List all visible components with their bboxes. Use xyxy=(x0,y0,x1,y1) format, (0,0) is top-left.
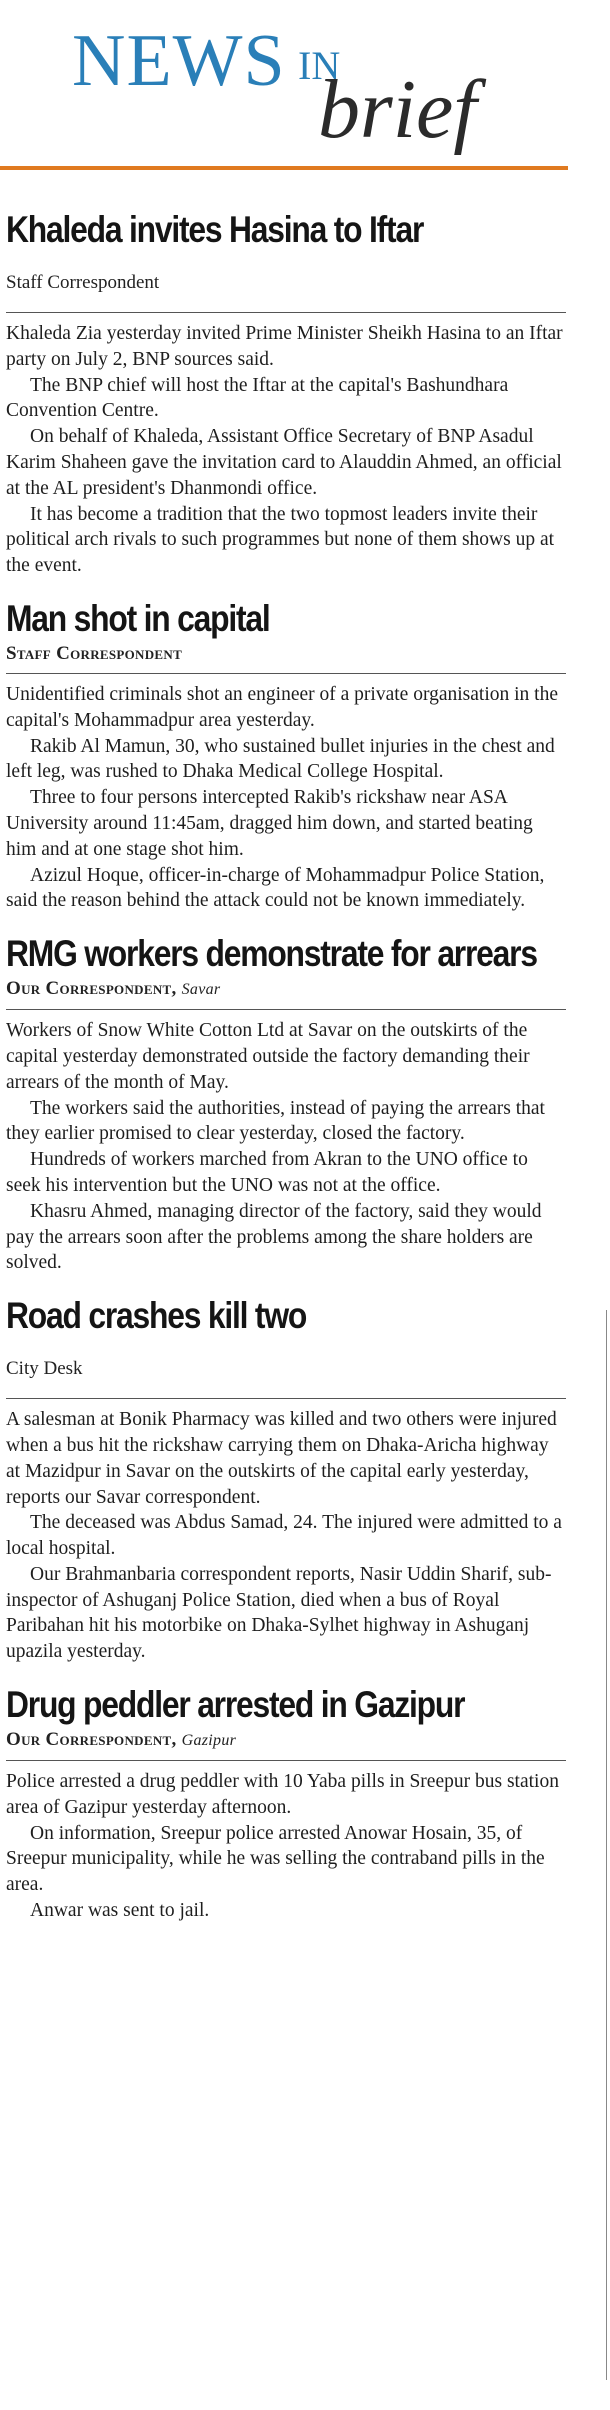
byline-rule xyxy=(6,1009,566,1010)
article-headline: Khaleda invites Hasina to Iftar xyxy=(6,209,424,250)
article-paragraph: Hundreds of workers marched from Akran to the UNO office to seek his intervention but the UNO was not at the office. xyxy=(6,1149,528,1196)
article-paragraph: The deceased was Abdus Samad, 24. The injured were admitted to a local hospital. xyxy=(6,1512,562,1560)
article-paragraph: The workers said the authorities, instead of paying the arrears that they earlier promised to clear yesterday, closed the factory. xyxy=(6,1097,545,1145)
article-drug-peddler xyxy=(6,1683,566,1924)
byline-name: Our Correspondent, xyxy=(6,978,177,1000)
article-paragraph: On information, Sreepur police arrested Anowar Hosain, 35, of Sreepur municipality, while he was selling the contraband pills in the area. xyxy=(6,1822,545,1896)
byline-rule xyxy=(6,1398,566,1399)
article-body xyxy=(6,321,566,579)
article-man-shot xyxy=(6,597,566,914)
article-body xyxy=(6,1018,566,1276)
article-khaleda-iftar xyxy=(6,208,566,579)
article-body xyxy=(6,682,566,914)
article-headline: RMG workers demonstrate for arrears xyxy=(6,933,537,975)
article-paragraph: The BNP chief will host the Iftar at the capital's Bashundhara Convention Centre. xyxy=(6,374,509,422)
masthead-in: IN xyxy=(298,43,341,88)
article-paragraph: Police arrested a drug peddler with 10 Yaba pills in Sreepur bus station area of Gazipur yesterday afternoon. xyxy=(6,1771,559,1818)
article-headline: Man shot in capital xyxy=(6,597,270,639)
byline-name: Our Correspondent, xyxy=(6,1729,177,1751)
byline-rule xyxy=(6,312,566,313)
masthead-rule xyxy=(0,166,568,170)
article-paragraph: Rakib Al Mamun, 30, who sustained bullet injuries in the chest and left leg, was rushed to Dhaka Medical College Hospital. xyxy=(6,735,555,783)
article-paragraph: On behalf of Khaleda, Assistant Office Secretary of BNP Asadul Karim Shaheen gave the invitation card to Alauddin Ahmed, an official at the AL president's Dhanmondi office. xyxy=(6,426,562,499)
article-paragraph: Azizul Hoque, officer-in-charge of Mohammadpur Police Station, said the reason behind the attack could not be known immediately. xyxy=(6,864,545,912)
masthead-brief: brief xyxy=(318,63,477,156)
byline-place: Gazipur xyxy=(181,1732,237,1750)
article-road-crashes xyxy=(6,1294,566,1665)
article-paragraph: Our Brahmanbaria correspondent reports, Nasir Uddin Sharif, sub-inspector of Ashuganj Police Station, died when a bus of Royal Paribahan hit his motorbike on Dhaka-Sylhet highway in Ashuganj upazila yesterday. xyxy=(6,1563,552,1663)
article-paragraph: Anwar was sent to jail. xyxy=(30,1900,210,1922)
article-body xyxy=(6,1769,566,1924)
masthead-news: NEWS xyxy=(72,20,286,102)
article-byline xyxy=(6,976,566,1009)
article-paragraph: Workers of Snow White Cotton Ltd at Savar on the outskirts of the capital yesterday demonstrated outside the factory demanding their arrears of the month of May. xyxy=(6,1020,530,1093)
article-headline: Road crashes kill two xyxy=(6,1295,307,1337)
article-paragraph: Khaleda Zia yesterday invited Prime Minister Sheikh Hasina to an Iftar party on July 2, BNP sources said. xyxy=(6,323,563,370)
article-headline: Drug peddler arrested in Gazipur xyxy=(6,1684,465,1726)
column-divider xyxy=(606,1310,607,2380)
article-paragraph: A salesman at Bonik Pharmacy was killed and two others were injured when a bus hit the rickshaw carrying them on Dhaka-Aricha highway at Mazidpur in Savar on the outskirts of the capital early yesterday, reports our Savar correspondent. xyxy=(6,1409,557,1508)
article-byline: Staff Correspondent xyxy=(6,642,183,664)
article-byline: Staff Correspondent xyxy=(6,272,160,293)
byline-rule xyxy=(6,1760,566,1761)
article-byline xyxy=(6,1727,566,1760)
article-paragraph: It has become a tradition that the two topmost leaders invite their political arch rivals to such programmes but none of them shows up at the event. xyxy=(6,503,555,577)
masthead xyxy=(0,0,610,180)
article-paragraph: Khasru Ahmed, managing director of the factory, said they would pay the arrears soon after the problems among the share holders are solved. xyxy=(6,1200,542,1274)
article-byline: City Desk xyxy=(6,1358,83,1380)
byline-place: Savar xyxy=(181,981,221,999)
article-paragraph: Three to four persons intercepted Rakib's rickshaw near ASA University around 11:45am, dragged him down, and started beating him and at one stage shot him. xyxy=(6,787,533,860)
article-rmg-workers xyxy=(6,932,566,1276)
byline-rule xyxy=(6,673,566,674)
news-column xyxy=(6,208,566,1924)
article-paragraph: Unidentified criminals shot an engineer of a private organisation in the capital's Mohammadpur area yesterday. xyxy=(6,683,558,731)
article-body xyxy=(6,1407,566,1665)
